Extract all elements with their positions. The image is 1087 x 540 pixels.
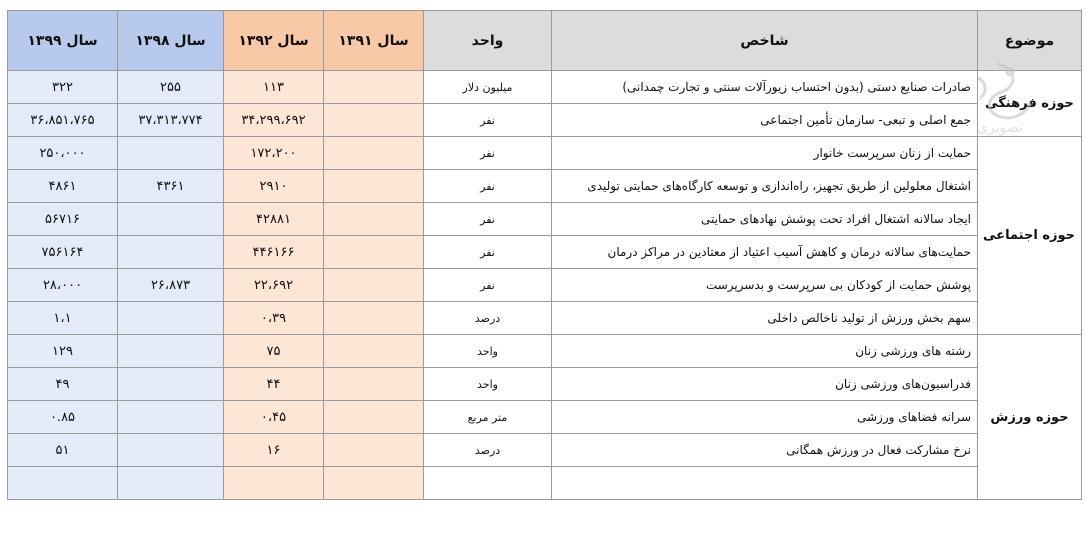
header-year-1398: سال ۱۳۹۸ (118, 11, 224, 71)
value-1399: ۱،۱ (8, 302, 118, 335)
indicator-cell: صادرات صنایع دستی (بدون احتساب زیورآلات سنتی و تجارت چمدانی) (552, 71, 978, 104)
indicator-cell: سهم بخش ورزش از تولید ناخالص داخلی (552, 302, 978, 335)
value-1392: ۷۵ (224, 335, 324, 368)
value-1391 (324, 71, 424, 104)
table-row (8, 71, 1082, 104)
table-row (8, 104, 1082, 137)
unit-cell: میلیون دلار (424, 71, 552, 104)
table-row (8, 467, 1082, 500)
data-table-wrapper (7, 10, 1082, 500)
value-1392: ۴۴۶۱۶۶ (224, 236, 324, 269)
value-1398 (118, 203, 224, 236)
value-1391 (324, 335, 424, 368)
unit-cell: واحد (424, 368, 552, 401)
value-1399: ۷۵۶۱۶۴ (8, 236, 118, 269)
group-sport: حوزه ورزش (978, 335, 1082, 500)
indicator-cell: جمع اصلی و تبعی- سازمان تأمین اجتماعی (552, 104, 978, 137)
value-1392: ۲۹۱۰ (224, 170, 324, 203)
value-1398 (118, 302, 224, 335)
header-topic: موضوع (978, 11, 1082, 71)
value-1392: ۰،۴۵ (224, 401, 324, 434)
header-year-1392: سال ۱۳۹۲ (224, 11, 324, 71)
value-1399: ۰.۸۵ (8, 401, 118, 434)
unit-cell: نفر (424, 104, 552, 137)
value-1392: ۰،۳۹ (224, 302, 324, 335)
group-social: حوزه اجتماعی (978, 137, 1082, 335)
unit-cell (424, 467, 552, 500)
header-indicator: شاخص (552, 11, 978, 71)
value-1392: ۴۴ (224, 368, 324, 401)
unit-cell: درصد (424, 302, 552, 335)
value-1399: ۳۲۲ (8, 71, 118, 104)
unit-cell: نفر (424, 170, 552, 203)
indicator-cell: نرخ مشارکت فعال در ورزش همگانی (552, 434, 978, 467)
value-1399: ۵۱ (8, 434, 118, 467)
value-1398: ۴۳۶۱ (118, 170, 224, 203)
value-1398 (118, 401, 224, 434)
unit-cell: متر مربع (424, 401, 552, 434)
value-1392: ۳۴،۲۹۹،۶۹۲ (224, 104, 324, 137)
table-row (8, 434, 1082, 467)
watermark-text: تصویری (977, 120, 1023, 136)
indicators-table (7, 10, 1082, 500)
value-1391 (324, 137, 424, 170)
indicator-cell (552, 467, 978, 500)
value-1398: ۳۷،۳۱۳،۷۷۴ (118, 104, 224, 137)
indicator-cell: ایجاد سالانه اشتغال افراد تحت پوشش نهادهای حمایتی (552, 203, 978, 236)
value-1391 (324, 368, 424, 401)
table-row (8, 137, 1082, 170)
value-1391 (324, 434, 424, 467)
value-1391 (324, 236, 424, 269)
indicator-cell: رشته های ورزشی زنان (552, 335, 978, 368)
value-1399: ۱۲۹ (8, 335, 118, 368)
value-1399 (8, 467, 118, 500)
value-1399: ۴۸۶۱ (8, 170, 118, 203)
table-row (8, 368, 1082, 401)
table-row (8, 269, 1082, 302)
table-row (8, 170, 1082, 203)
table-row (8, 302, 1082, 335)
value-1391 (324, 401, 424, 434)
unit-cell: نفر (424, 137, 552, 170)
unit-cell: نفر (424, 236, 552, 269)
table-row (8, 236, 1082, 269)
value-1399: ۴۹ (8, 368, 118, 401)
header-unit: واحد (424, 11, 552, 71)
value-1398 (118, 467, 224, 500)
table-row (8, 203, 1082, 236)
table-row (8, 401, 1082, 434)
header-year-1399: سال ۱۳۹۹ (8, 11, 118, 71)
unit-cell: واحد (424, 335, 552, 368)
value-1399: ۲۵۰،۰۰۰ (8, 137, 118, 170)
value-1391 (324, 104, 424, 137)
value-1392: ۲۲،۶۹۲ (224, 269, 324, 302)
value-1398 (118, 335, 224, 368)
value-1391 (324, 302, 424, 335)
value-1392 (224, 467, 324, 500)
table-row (8, 335, 1082, 368)
value-1391 (324, 170, 424, 203)
header-year-1391: سال ۱۳۹۱ (324, 11, 424, 71)
unit-cell: نفر (424, 203, 552, 236)
value-1398: ۲۵۵ (118, 71, 224, 104)
indicator-cell: حمایت از زنان سرپرست خانوار (552, 137, 978, 170)
indicator-cell: اشتغال معلولین از طریق تجهیز، راه‌اندازی و توسعه کارگاه‌های حمایتی تولیدی (552, 170, 978, 203)
value-1391 (324, 203, 424, 236)
value-1391 (324, 269, 424, 302)
indicator-cell: فدراسیون‌های ورزشی زنان (552, 368, 978, 401)
value-1392: ۱۷۲،۲۰۰ (224, 137, 324, 170)
value-1398 (118, 368, 224, 401)
indicator-cell: حمایت‌های سالانه درمان و کاهش آسیب اعتیاد از معتادین در مراکز درمان (552, 236, 978, 269)
value-1399: ۳۶،۸۵۱،۷۶۵ (8, 104, 118, 137)
header-row (8, 11, 1082, 71)
value-1392: ۱۶ (224, 434, 324, 467)
value-1392: ۱۱۳ (224, 71, 324, 104)
value-1399: ۲۸،۰۰۰ (8, 269, 118, 302)
indicator-cell: سرانه فضاهای ورزشی (552, 401, 978, 434)
value-1392: ۴۲۸۸۱ (224, 203, 324, 236)
unit-cell: درصد (424, 434, 552, 467)
value-1398 (118, 137, 224, 170)
indicator-cell: پوشش حمایت از کودکان بی سرپرست و بدسرپرست (552, 269, 978, 302)
group-cultural: حوزه فرهنگی (978, 71, 1082, 137)
unit-cell: نفر (424, 269, 552, 302)
value-1399: ۵۶۷۱۶ (8, 203, 118, 236)
value-1398 (118, 236, 224, 269)
value-1391 (324, 467, 424, 500)
value-1398 (118, 434, 224, 467)
value-1398: ۲۶،۸۷۳ (118, 269, 224, 302)
